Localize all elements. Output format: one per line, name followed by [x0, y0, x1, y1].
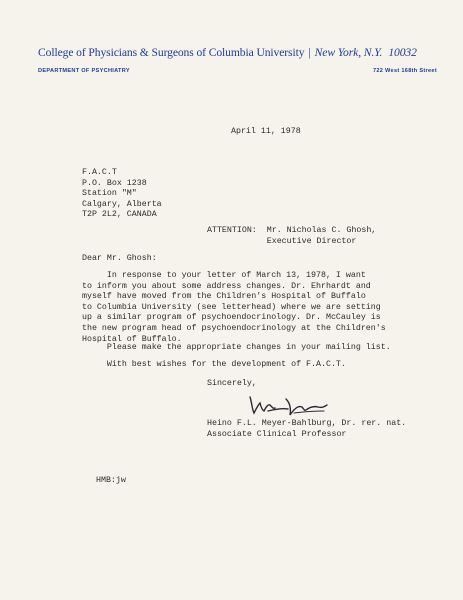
- letterhead-separator: |: [308, 46, 311, 59]
- letterhead-title: [38, 46, 417, 59]
- letterhead-street: 722 West 168th Street: [372, 68, 437, 74]
- letterhead-zip: 10032: [388, 46, 417, 59]
- attention-line: ATTENTION: Mr. Nicholas C. Ghosh, Executive Director: [207, 226, 377, 246]
- letter-date: April 11, 1978: [231, 127, 301, 136]
- body-paragraph-2: Please make the appropriate changes in your mailing list.: [82, 343, 391, 352]
- typist-initials: HMB:jw: [96, 476, 126, 485]
- body-paragraph-1: In response to your letter of March 13, 1978, I want to inform you about some address changes. Dr. Ehrhardt and myself have moved from the Children's Hospital of Buffalo to Columbia University (see letterhead) where we are setting up a similar program of psychoendocrinology. Dr. McCauley is the new program head of psychoendocrinology at the Children's Hospital of Buffalo.: [82, 271, 386, 344]
- closing: Sincerely,: [207, 379, 257, 388]
- signer-block: Heino F.L. Meyer-Bahlburg, Dr. rer. nat. Associate Clinical Professor: [207, 419, 407, 439]
- salutation: Dear Mr. Ghosh:: [82, 254, 157, 263]
- recipient-address: F.A.C.T P.O. Box 1238 Station "M" Calgary, Alberta T2P 2L2, CANADA: [82, 168, 162, 220]
- institution-name: College of Physicians & Surgeons of Columbia University: [38, 46, 305, 59]
- letterhead-city: New York, N.Y.: [314, 46, 383, 59]
- handwritten-signature: [246, 389, 330, 421]
- letterhead-department: DEPARTMENT OF PSYCHIATRY: [38, 68, 130, 74]
- body-paragraph-3: With best wishes for the development of F.A.C.T.: [82, 360, 346, 369]
